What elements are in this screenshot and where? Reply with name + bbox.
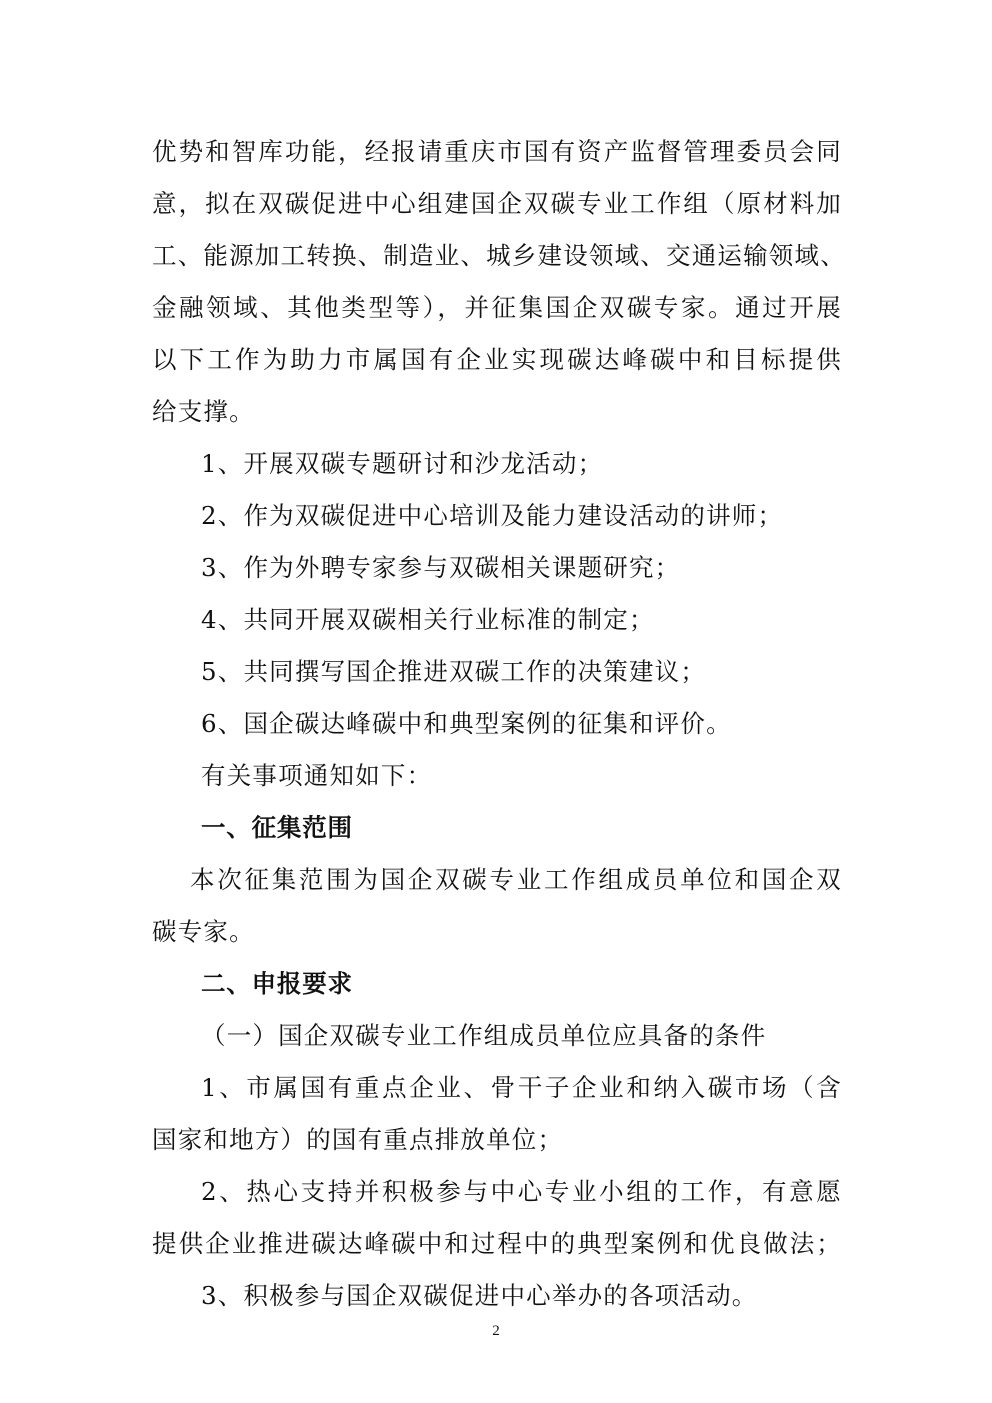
list-item: 3、作为外聘专家参与双碳相关课题研究； — [201, 553, 681, 582]
section-heading: 一、征集范围 — [201, 813, 353, 842]
list-item: 3、积极参与国企双碳促进中心举办的各项活动。 — [201, 1281, 758, 1310]
list-item: 1、开展双碳专题研讨和沙龙活动； — [201, 449, 604, 478]
body-line: 金融领域、其他类型等），并征集国企双碳专家。通过开展 — [152, 293, 842, 322]
list-item: 5、共同撰写国企推进双碳工作的决策建议； — [201, 657, 707, 686]
list-item: 1、市属国有重点企业、骨干子企业和纳入碳市场（含 — [201, 1073, 842, 1102]
body-line: 给支撑。 — [152, 397, 255, 426]
subsection-heading: （一）国企双碳专业工作组成员单位应具备的条件 — [201, 1021, 767, 1050]
body-line: 碳专家。 — [152, 917, 255, 946]
body-line: 有关事项通知如下： — [201, 761, 433, 790]
body-line: 意，拟在双碳促进中心组建国企双碳专业工作组（原材料加 — [152, 189, 842, 218]
body-line: 工、能源加工转换、制造业、城乡建设领域、交通运输领域、 — [152, 241, 846, 270]
body-line: 提供企业推进碳达峰碳中和过程中的典型案例和优良做法； — [152, 1229, 842, 1258]
body-line: 优势和智库功能，经报请重庆市国有资产监督管理委员会同 — [152, 137, 842, 166]
body-line: 以下工作为助力市属国有企业实现碳达峰碳中和目标提供 — [152, 345, 842, 374]
page-number: 2 — [492, 1323, 500, 1339]
list-item: 4、共同开展双碳相关行业标准的制定； — [201, 605, 655, 634]
body-line: 国家和地方）的国有重点排放单位； — [152, 1125, 564, 1154]
section-heading: 二、申报要求 — [201, 969, 353, 998]
body-line: 本次征集范围为国企双碳专业工作组成员单位和国企双 — [190, 865, 842, 894]
list-item: 2、作为双碳促进中心培训及能力建设活动的讲师； — [201, 501, 784, 530]
list-item: 6、国企碳达峰碳中和典型案例的征集和评价。 — [201, 709, 732, 738]
list-item: 2、热心支持并积极参与中心专业小组的工作，有意愿 — [201, 1177, 842, 1206]
